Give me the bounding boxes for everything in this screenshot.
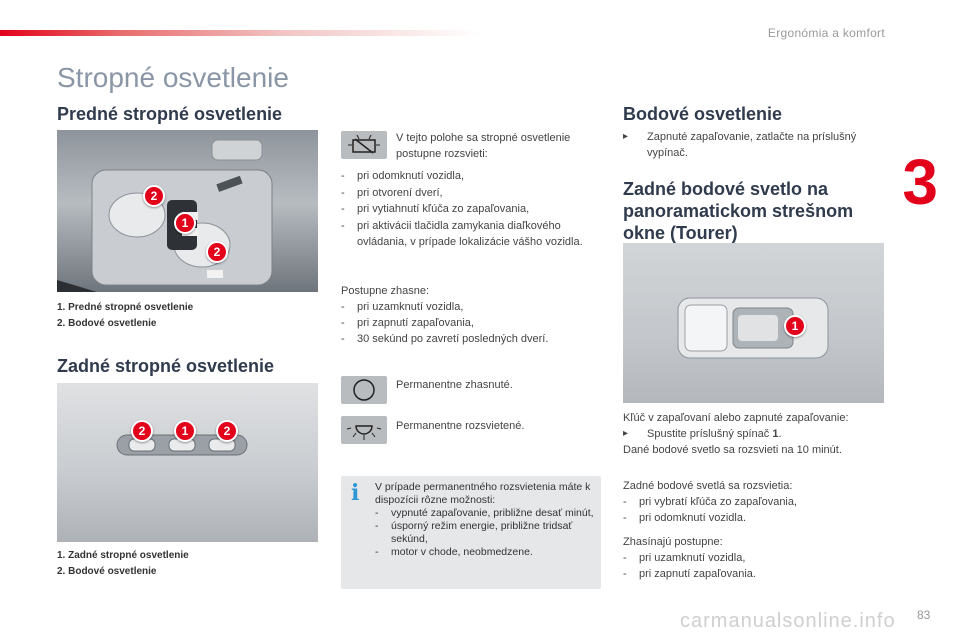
page-title: Stropné osvetlenie: [57, 62, 289, 93]
spot-heading: Bodové osvetlenie: [623, 104, 783, 124]
info-icon: i: [351, 480, 360, 506]
pano-light-photo: [623, 243, 884, 403]
on-list-item: - pri vytiahnutí kľúča zo zapaľovania,: [341, 201, 603, 218]
spot-list: [623, 129, 893, 161]
perm-off-text: Permanentne zhasnuté.: [396, 379, 513, 391]
info-list-item: - motor v chode, neobmedzene.: [375, 546, 595, 559]
section-header: Ergonómia a komfort: [767, 26, 885, 40]
light-on-icon: [341, 416, 387, 444]
pano-heading: Zadné bodové svetlo na panoramatickom strešnom okne (Tourer): [623, 179, 854, 243]
perm-off-icon: [341, 376, 387, 404]
front-heading: Predné stropné osvetlenie: [57, 104, 283, 124]
on-list-item: - pri odomknutí vozidla,: [341, 168, 603, 185]
rear-light-photo: [57, 383, 318, 542]
perm-on-text: Permanentne rozsvietené.: [396, 420, 525, 432]
on-list-item: - pri aktivácii tlačidla zamykania diaľkového ovládania, v prípade lokalizácie vášho vozidla.: [341, 218, 603, 251]
switch-text: [623, 426, 893, 442]
progressive-position-icon: [341, 131, 387, 159]
pano-badge-1: 1: [784, 315, 806, 337]
rear-heading: Zadné stropné osvetlenie: [57, 356, 275, 376]
lights-list-item: - pri odomknutí vozidla.: [623, 510, 893, 526]
spot-text: ▸ Zapnuté zapaľovanie, zatlačte na príslušný vypínač.: [623, 129, 893, 161]
on-list-item: - pri otvorení dverí,: [341, 185, 603, 202]
switch-number: 1: [772, 428, 779, 440]
chapter-number: 3: [902, 146, 938, 218]
switch-list: [623, 426, 893, 442]
info-list: [375, 507, 595, 559]
lights-list: [623, 494, 893, 526]
rear-caption-2: 2. Bodové osvetlenie: [57, 566, 157, 577]
rear-caption-1: 1. Zadné stropné osvetlenie: [57, 550, 189, 561]
info-list-item: - úsporný režim energie, približne tridsať sekúnd,: [375, 520, 595, 546]
pano-off-list: [623, 550, 893, 582]
info-intro: V prípade permanentného rozsvietenia máte k dispozícii rôzne možnosti:: [375, 481, 591, 506]
pano-lamp-illustration: [623, 243, 884, 403]
off-list-item: - pri uzamknutí vozidla,: [341, 299, 603, 315]
door-light-icon: [341, 131, 387, 159]
ten-min-text: Dané bodové svetlo sa rozsvieti na 10 minút.: [623, 444, 842, 456]
rear-console-illustration: [57, 383, 318, 542]
off-list: [341, 299, 603, 347]
pano-off-list-item: - pri zapnutí zapaľovania.: [623, 566, 893, 582]
switch-text-pre: Spustite príslušný spínač: [647, 428, 773, 440]
top-accent-bar: [0, 30, 480, 36]
front-badge-2-top: 2: [143, 185, 165, 207]
front-light-photo: [57, 130, 318, 292]
front-console-illustration: [57, 130, 318, 292]
front-caption-2: 2. Bodové osvetlenie: [57, 318, 157, 329]
front-badge-1: 1: [174, 212, 196, 234]
info-box: [341, 476, 601, 589]
perm-on-icon: [341, 416, 387, 444]
lights-intro: Zadné bodové svetlá sa rozsvietia:: [623, 480, 793, 492]
off-intro: Postupne zhasne:: [341, 285, 430, 297]
off-list-item: - pri zapnutí zapaľovania,: [341, 315, 603, 331]
light-off-icon: [341, 376, 387, 404]
key-text: Kľúč v zapaľovaní alebo zapnuté zapaľovanie:: [623, 412, 849, 424]
page-number: 83: [917, 608, 931, 622]
off-list-item: - 30 sekúnd po zavretí posledných dverí.: [341, 331, 603, 347]
on-list: [341, 168, 603, 251]
lights-list-item: - pri vybratí kľúča zo zapaľovania,: [623, 494, 893, 510]
rear-badge-1: 1: [174, 420, 196, 442]
front-caption-1: 1. Predné stropné osvetlenie: [57, 302, 194, 313]
front-badge-2-bottom: 2: [206, 241, 228, 263]
rear-badge-2-right: 2: [216, 420, 238, 442]
info-list-item: - vypnuté zapaľovanie, približne desať minút,: [375, 507, 595, 520]
watermark: carmanualsonline.info: [680, 610, 896, 632]
progressive-text: V tejto polohe sa stropné osvetlenie postupne rozsvieti:: [396, 132, 571, 160]
pano-off-intro: Zhasínajú postupne:: [623, 536, 723, 548]
rear-badge-2-left: 2: [131, 420, 153, 442]
pano-off-list-item: - pri uzamknutí vozidla,: [623, 550, 893, 566]
switch-text-post: .: [778, 428, 782, 440]
